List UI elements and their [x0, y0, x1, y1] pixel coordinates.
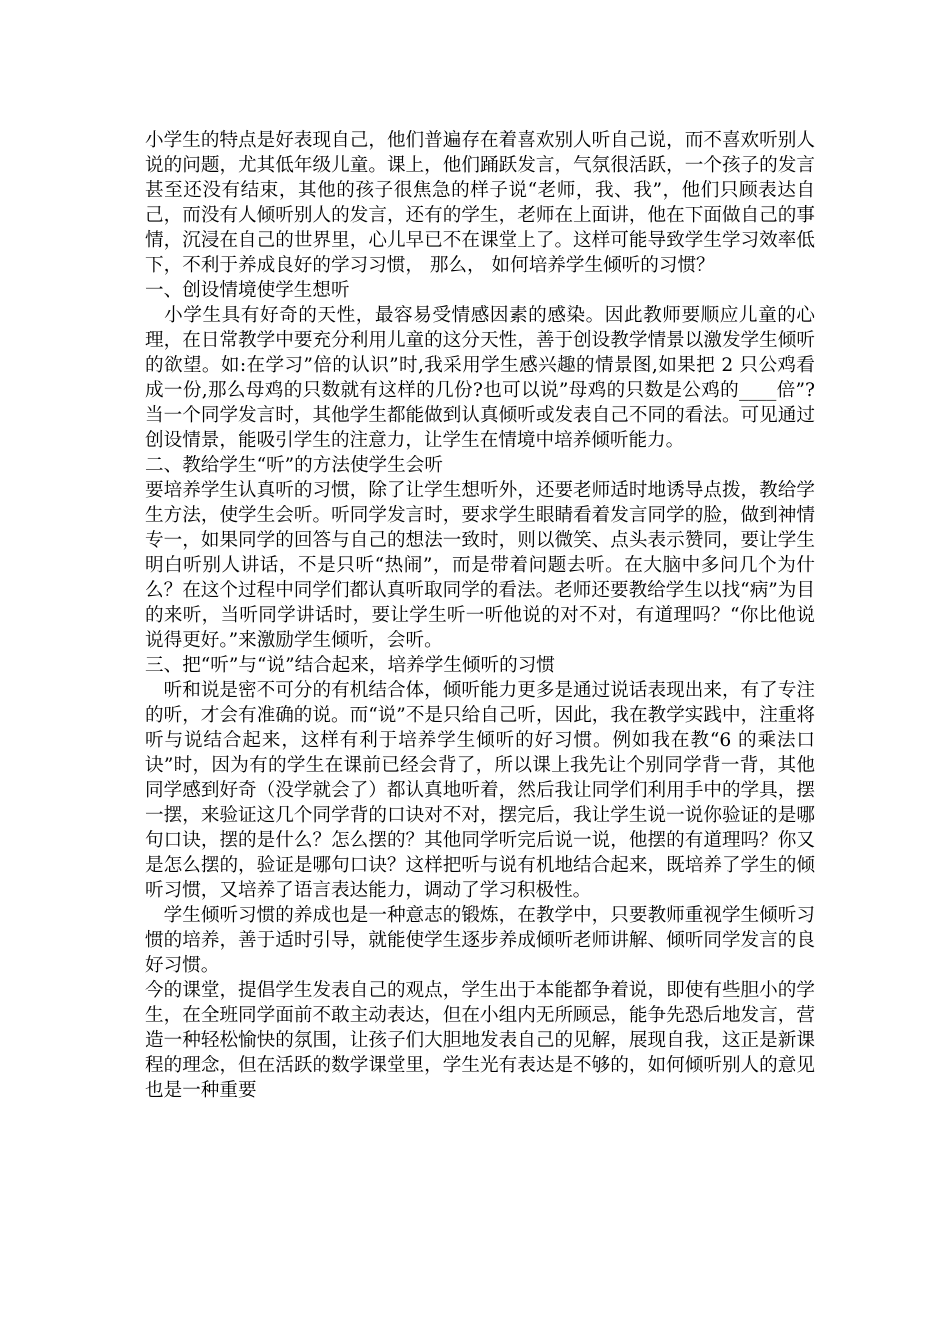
- section-1-paragraph: 小学生具有好奇的天性，最容易受情感因素的感染。因此教师要顺应儿童的心理，在日常教学中要充分利用儿童的这分天性，善于创设教学情景以激发学生倾听的欲望。如:在学习”倍的认识”时,我采用学生感兴趣的情景图,如果把 2 只公鸡看成一份,那么母鸡的只数就有这样的几份?也可以说”母鸡的只数是公鸡的____倍”?当一个同学发言时，其他学生都能做到认真倾听或发表自己不同的看法。可见通过创设情景，能吸引学生的注意力，让学生在情境中培养倾听能力。: [145, 305, 815, 451]
- section-heading-1: 一、创设情境使学生想听: [145, 280, 350, 301]
- conclusion-paragraph: 学生倾听习惯的养成也是一种意志的锻炼，在教学中，只要教师重视学生倾听习惯的培养，善于适时引导，就能使学生逐步养成倾听老师讲解、倾听同学发言的良好习惯。: [145, 905, 815, 976]
- intro-paragraph: 小学生的特点是好表现自己，他们普遍存在着喜欢别人听自己说，而不喜欢听别人说的问题，尤其低年级儿童。课上，他们踊跃发言，气氛很活跃，一个孩子的发言甚至还没有结束，其他的孩子很焦急的样子说“老师，我、我”，他们只顾表达自己，而没有人倾听别人的发言，还有的学生，老师在上面讲，他在下面做自己的事情，沉浸在自己的世界里，心儿早已不在课堂上了。这样可能导致学生学习效率低下，不利于养成良好的学习习惯， 那么， 如何培养学生倾听的习惯？: [145, 130, 815, 276]
- section-2-paragraph: 要培养学生认真听的习惯，除了让学生想听外，还要老师适时地诱导点拨，教给学生方法，使学生会听。听同学发言时，要求学生眼睛看着发言同学的脸，做到神情专一，如果同学的回答与自己的想法一致时，则以微笑、点头表示赞同，要让学生明白听别人讲话，不是只听“热闹”，而是带着问题去听。在大脑中多问几个为什么？在这个过程中同学们都认真听取同学的看法。老师还要教给学生以找“病”为目的来听，当听同学讲话时，要让学生听一听他说的对不对，有道理吗？“你比他说说得更好。”来激励学生倾听，会听。: [145, 480, 815, 651]
- section-heading-2: 二、教给学生“听”的方法使学生会听: [145, 455, 443, 476]
- closing-paragraph: 今的课堂，提倡学生发表自己的观点，学生出于本能都争着说，即使有些胆小的学生，在全班同学面前不敢主动表达，但在小组内无所顾忌，能争先恐后地发言，营造一种轻松愉快的氛围，让孩子们大胆地发表自己的见解，展现自我，这正是新课程的理念，但在活跃的数学课堂里，学生光有表达是不够的，如何倾听别人的意见也是一种重要: [145, 980, 815, 1101]
- document-page: [145, 128, 815, 1103]
- section-3-paragraph: 听和说是密不可分的有机结合体，倾听能力更多是通过说话表现出来，有了专注的听，才会有准确的说。而“说”不是只给自己听，因此，我在教学实践中，注重将听与说结合起来，这样有利于培养学生倾听的好习惯。例如我在教“6 的乘法口诀”时，因为有的学生在课前已经会背了，所以课上我先让个别同学背一背，其他同学感到好奇（没学就会了）都认真地听着，然后我让同学们利用手中的学具，摆一摆，来验证这几个同学背的口诀对不对，摆完后，我让学生说一说你验证的是哪句口诀，摆的是什么？怎么摆的？其他同学听完后说一说，他摆的有道理吗？你又是怎么摆的，验证是哪句口诀？这样把听与说有机地结合起来，既培养了学生的倾听习惯，又培养了语言表达能力，调动了学习积极性。: [145, 680, 815, 901]
- section-heading-3: 三、把“听”与“说”结合起来，培养学生倾听的习惯: [145, 655, 555, 676]
